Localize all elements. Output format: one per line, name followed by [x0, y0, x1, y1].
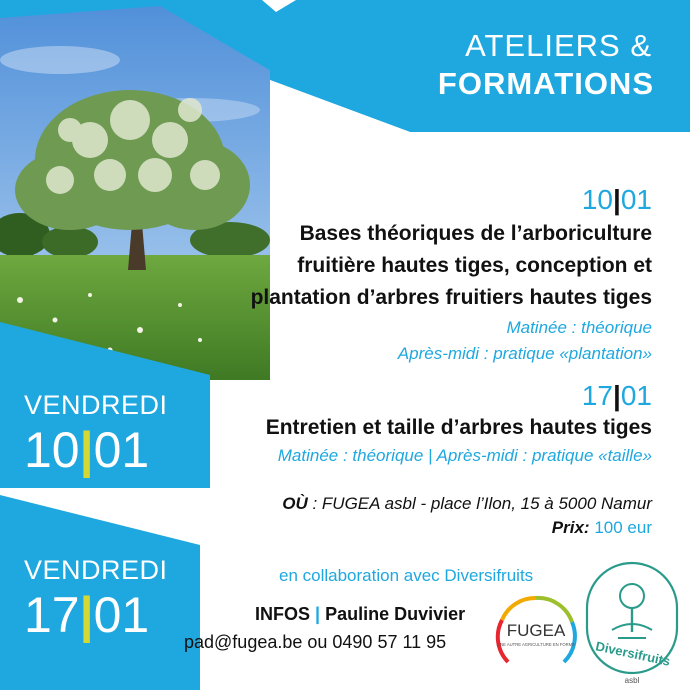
- price-value: 100 eur: [594, 518, 652, 537]
- big-month: 01: [93, 422, 150, 478]
- big-date: [24, 422, 168, 478]
- big-date: [24, 587, 168, 643]
- date-separator: |: [613, 184, 621, 215]
- diversifruits-name: Diversifruits: [594, 638, 672, 669]
- infos-name: Pauline Duvivier: [325, 604, 466, 624]
- afternoon-label: Après-midi :: [397, 344, 489, 363]
- date-separator: |: [613, 380, 621, 411]
- location: [282, 494, 652, 514]
- morning-text: : théorique |: [338, 446, 437, 465]
- collaboration-text: en collaboration avec Diversifruits: [279, 566, 534, 585]
- session2-month: 01: [620, 380, 652, 411]
- morning-text: : théorique: [566, 318, 652, 337]
- session2-title: Entretien et taille d’arbres hautes tiges: [265, 416, 652, 439]
- session2-date: [582, 380, 652, 412]
- big-day: 10: [24, 422, 80, 478]
- big-day: 17: [24, 587, 80, 643]
- afternoon-text: pratique «plantation»: [488, 344, 652, 363]
- afternoon-text: : pratique «taille»: [517, 446, 652, 465]
- infos-line: [255, 604, 465, 625]
- infos-label: INFOS: [255, 604, 311, 624]
- location-label: OÙ: [282, 494, 308, 513]
- contact-info: pad@fugea.be ou 0490 57 11 95: [184, 632, 447, 652]
- infos-separator: |: [315, 604, 321, 624]
- session1-title-line3: plantation d’arbres fruitiers hautes tiges: [250, 286, 652, 309]
- session1-title-line1: Bases théoriques de l’arboriculture: [299, 222, 652, 245]
- diversifruits-sub: asbl: [624, 676, 640, 685]
- session1-day: 10: [581, 184, 613, 215]
- location-text: : FUGEA asbl - place l’Ilon, 15 à 5000 Namur: [307, 494, 652, 513]
- date-separator: |: [79, 422, 94, 478]
- date-separator: |: [79, 587, 94, 643]
- afternoon-label: Après-midi: [436, 446, 518, 465]
- fugea-logo: [488, 594, 584, 672]
- session1-title-line2: fruitière hautes tiges, conception et: [297, 254, 652, 277]
- weekday-label: VENDREDI: [24, 555, 168, 585]
- left-date-2: [24, 555, 168, 643]
- session1-morning: [506, 318, 652, 338]
- fugea-name: FUGEA: [506, 621, 566, 640]
- session1-date: [582, 184, 652, 216]
- session1-month: 01: [620, 184, 652, 215]
- fugea-tagline: UNE AUTRE AGRICULTURE EN FORME: [497, 642, 575, 647]
- diversifruits-logo: [582, 560, 682, 686]
- price: [552, 518, 652, 538]
- header-title-line1: ATELIERS &: [465, 28, 652, 63]
- session2-schedule: [278, 446, 652, 466]
- header-title-line2: FORMATIONS: [437, 66, 654, 101]
- session1-afternoon: [398, 344, 652, 364]
- session2-day: 17: [581, 380, 613, 411]
- weekday-label: VENDREDI: [24, 390, 168, 420]
- big-month: 01: [93, 587, 150, 643]
- price-label: Prix:: [551, 518, 590, 537]
- morning-label: Matinée: [277, 446, 339, 465]
- morning-label: Matinée: [506, 318, 567, 337]
- left-date-1: [24, 390, 168, 478]
- tree-icon: [612, 584, 652, 638]
